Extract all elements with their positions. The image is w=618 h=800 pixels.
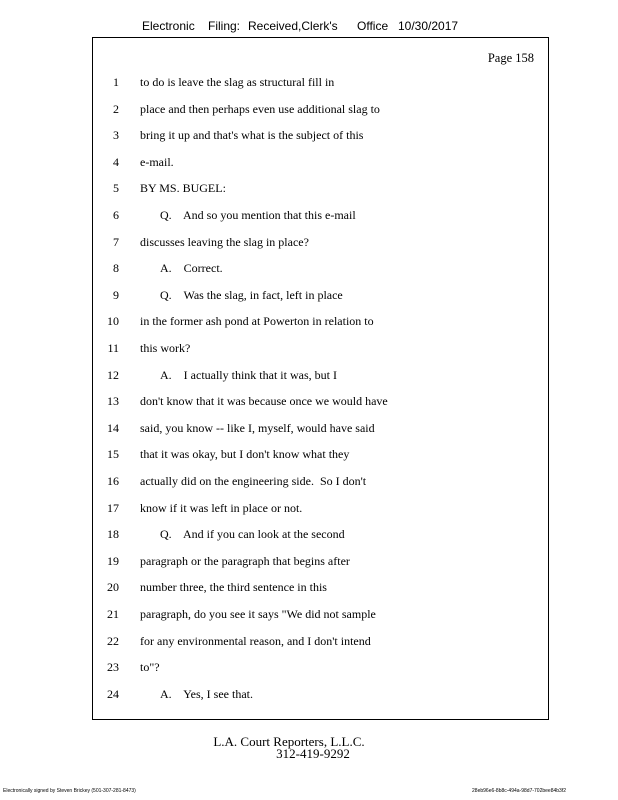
line-text: paragraph, do you see it says "We did not sample [140,607,376,621]
transcript-line [93,501,548,517]
line-number: 16 [107,474,119,488]
line-text: paragraph or the paragraph that begins after [140,553,350,568]
transcript-line [93,554,548,570]
line-number: 17 [107,500,119,515]
court-reporter-name: L.A. Court Reporters, L.L.C. [213,734,365,749]
line-number: 5 [113,181,119,196]
transcript-line [93,314,548,330]
transcript-line [93,580,548,596]
transcript-line [93,421,548,437]
line-number: 6 [113,208,119,222]
transcript-line [93,687,548,703]
document-hash: 28eb96e6-8b8c-494a-98d7-702bee84b3f2 [472,788,566,794]
line-text: Q. And if you can look at the second [160,527,345,542]
line-number: 20 [107,580,119,595]
electronic-signature: Electronically signed by Steven Brickey (501-307-281-8473) [3,788,136,794]
line-text: bring it up and that's what is the subject of this [140,128,364,143]
transcript-line [93,474,548,490]
line-text: Q. Was the slag, in fact, left in place [160,287,343,302]
line-number: 8 [113,261,119,276]
transcript-line [93,447,548,463]
transcript-line [93,527,548,543]
line-number: 9 [113,287,119,302]
line-number: 18 [107,527,119,542]
transcript-line [93,235,548,251]
line-number: 4 [113,154,119,169]
line-text: this work? [140,341,191,355]
line-number: 1 [113,75,119,89]
line-text: e-mail. [140,154,174,169]
line-number: 15 [107,447,119,462]
line-text: A. Yes, I see that. [160,686,253,701]
transcript-line [93,341,548,357]
line-number: 23 [107,660,119,675]
line-number: 11 [107,341,119,355]
line-number: 21 [107,607,119,621]
line-text: don't know that it was because once we would have [140,394,388,409]
transcript-line [93,208,548,224]
line-text: A. I actually think that it was, but I [160,367,337,382]
line-text: actually did on the engineering side. So I don't [140,474,367,488]
line-number: 12 [107,367,119,382]
line-text: to do is leave the slag as structural fill in [140,75,335,89]
line-text: number three, the third sentence in this [140,580,327,595]
line-number: 19 [107,553,119,568]
line-text: place and then perhaps even use additional slag to [140,101,380,116]
transcript-line [93,128,548,144]
line-text: Q. And so you mention that this e-mail [160,208,356,222]
transcript-line [93,634,548,650]
line-text: discusses leaving the slag in place? [140,234,309,249]
transcript-line [93,660,548,676]
filing-header-electronic: Electronic [142,19,195,33]
filing-header [140,19,470,37]
line-number: 10 [107,314,119,329]
line-number: 13 [107,394,119,409]
line-text: know if it was left in place or not. [140,500,303,515]
transcript-line [93,288,548,304]
filing-header-date: 10/30/2017 [398,19,459,33]
filing-header-office: Office [357,19,389,33]
page-number: Page 158 [487,51,534,65]
line-number: 22 [107,633,119,648]
transcript-line [93,102,548,118]
transcript-line [93,394,548,410]
line-text: said, you know -- like I, myself, would have said [140,420,375,435]
line-text: that it was okay, but I don't know what they [140,447,350,462]
line-number: 24 [107,686,119,701]
transcript-line [93,368,548,384]
transcript-line [93,181,548,197]
transcript-line [93,607,548,623]
court-reporter-phone: 312-419-9292 [276,746,350,761]
line-number: 7 [113,234,119,249]
line-text: A. Correct. [160,261,223,276]
line-text: to"? [140,660,160,675]
line-number: 3 [113,128,119,143]
line-number: 2 [113,101,119,116]
transcript-line [93,155,548,171]
line-text: in the former ash pond at Powerton in relation to [140,314,374,329]
transcript-page [92,37,549,720]
filing-header-received: Received,Clerk's [248,19,338,33]
line-number: 14 [107,420,119,435]
transcript-line [93,261,548,277]
filing-header-filing: Filing: [208,19,241,33]
line-text: BY MS. BUGEL: [140,181,226,196]
line-text: for any environmental reason, and I don't intend [140,633,371,648]
transcript-line [93,75,548,91]
